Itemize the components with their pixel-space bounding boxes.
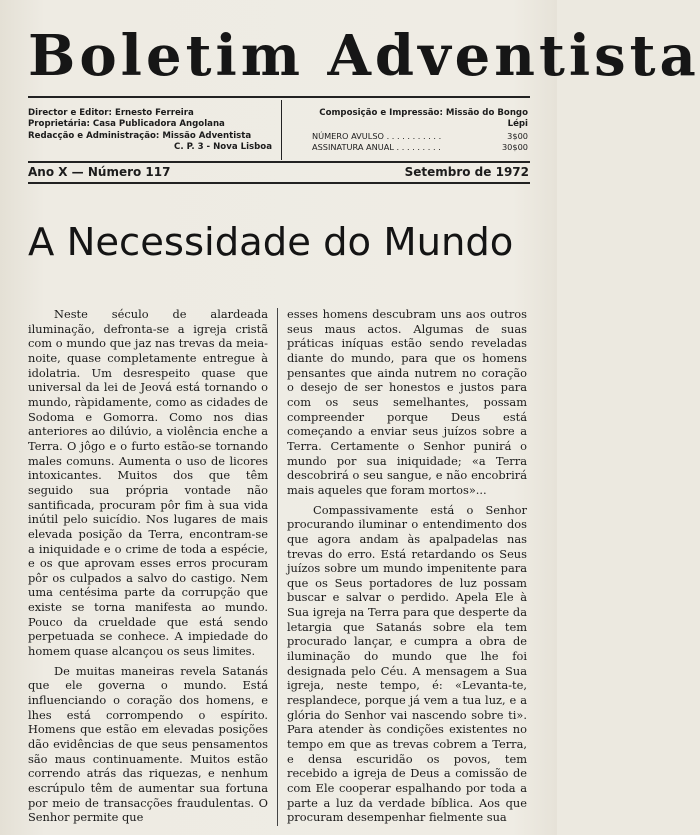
paragraph: Neste século de alardeada iluminação, defronta-se a igreja cristã com o mundo que jaz nas trevas da meia-noite, quase completamente entregue à idolatria. Um desrespeito quase que universal da lei de Jeová está tornando o mundo, ràpidamente, como as cidades de Sodoma e Gomorra. Como nos dias anteriores ao dilúvio, a violência enche a Terra. O jôgo e o furto estão-se tornando males comuns. Aumenta o uso de licores intoxicantes. Muitos dos que têm seguido sua própria vontade não santificada, procuram pôr fim à sua vida inútil pelo suicídio. Nos lugares de mais elevada posição da Terra, encontram-se a iniquidade e o crime de toda a espécie, e os que aprovam esses erros procuram pôr os culpados a salvo do castigo. Nem uma centésima parte da corrupção que existe se torna manifesta ao mundo. Pouco da crueldade que está sendo perpetuada se conhece. A impiedade do homem quase alcançou os seus limites. xyxy=(28,307,268,659)
office-line: Redacção e Administração: Missão Adventista xyxy=(28,130,252,141)
article-title: A Necessidade do Mundo xyxy=(28,220,514,265)
composition-line: Composição e Impressão: Missão do Bongo xyxy=(319,108,528,118)
header-mid-rule xyxy=(28,161,530,163)
owner-line: Proprietária: Casa Publicadora Angolana xyxy=(28,119,225,130)
header-column-divider xyxy=(281,100,282,160)
issue-date: Setembro de 1972 xyxy=(404,165,529,179)
price-row-annual xyxy=(290,142,528,153)
article-column-left xyxy=(28,307,268,827)
article-column-right xyxy=(287,307,527,827)
paragraph: Compassivamente está o Senhor procurando iluminar o entendimento dos que agora andam às apalpadelas nas trevas do erro. Está retardando os Seus juízos sobre um mundo impenitente para que os Seus portadores de luz possam buscar e salvar o perdido. Apela Ele à Sua igreja na Terra para que desperte da letargia que Satanás sobre ela tem procurado lançar, e cumpra a obra de iluminação do mundo que lhe foi designada pelo Céu. A mensagem a Sua igreja, neste tempo, é: «Levanta-te, resplandece, porque já vem a tua luz, e a glória do Senhor vai nascendo sobre ti». Para atender às condições existentes no tempo em que as trevas cobrem a Terra, e densa escuridão os povos, tem recebido a igreja de Deus a comissão de com Ele cooperar espalhando por toda a parte a luz da verdade bíblica. Aos que procuram desempenhar fielmente sua xyxy=(287,502,527,825)
paragraph: esses homens descubram uns aos outros seus maus actos. Algumas de suas práticas iníquas estão sendo reveladas diante do mundo, para que os homens pensantes que ainda nutrem no coração o desejo de ser honestos e justos para com os seus semelhantes, possam compreender porque Deus está começando a enviar seus juízos sobre a Terra. Certamente o Senhor punirá o mundo por sua iniquidade; «a Terra descobrirá o seu sangue, e não encobrirá mais aqueles que foram mortos»... xyxy=(287,307,527,497)
credits-block xyxy=(28,108,278,154)
header-bottom-rule xyxy=(28,182,530,184)
address-line: C. P. 3 - Nova Lisboa xyxy=(174,142,272,153)
price-value: 30$00 xyxy=(501,142,528,153)
printing-block xyxy=(290,108,528,154)
paragraph: De muitas maneiras revela Satanás que ele governa o mundo. Está influenciando o coração dos homens, e lhes está corrompendo o espírito. Homens que estão em elevadas posições dão evidências de que seus pensamentos são maus continuamente. Muitos estão correndo atrás das riquezas, e nenhum escrúpulo têm de aumentar sua fortuna por meio de transacções fraudulentas. O Senhor permite que xyxy=(28,663,268,825)
price-row-single xyxy=(290,131,528,142)
issue-number: Ano X — Número 117 xyxy=(28,165,171,179)
column-divider xyxy=(277,308,278,826)
price-label: ASSINATURA ANUAL . . . . . . . . . xyxy=(312,142,441,153)
director-line: Director e Editor: Ernesto Ferreira xyxy=(28,108,194,118)
price-value: 3$00 xyxy=(507,130,528,141)
header-top-rule xyxy=(28,96,530,98)
composition-place: Lépi xyxy=(507,119,528,130)
price-label: NÚMERO AVULSO . . . . . . . . . . . xyxy=(312,130,442,141)
masthead-title: Boletim Adventista xyxy=(28,23,700,89)
